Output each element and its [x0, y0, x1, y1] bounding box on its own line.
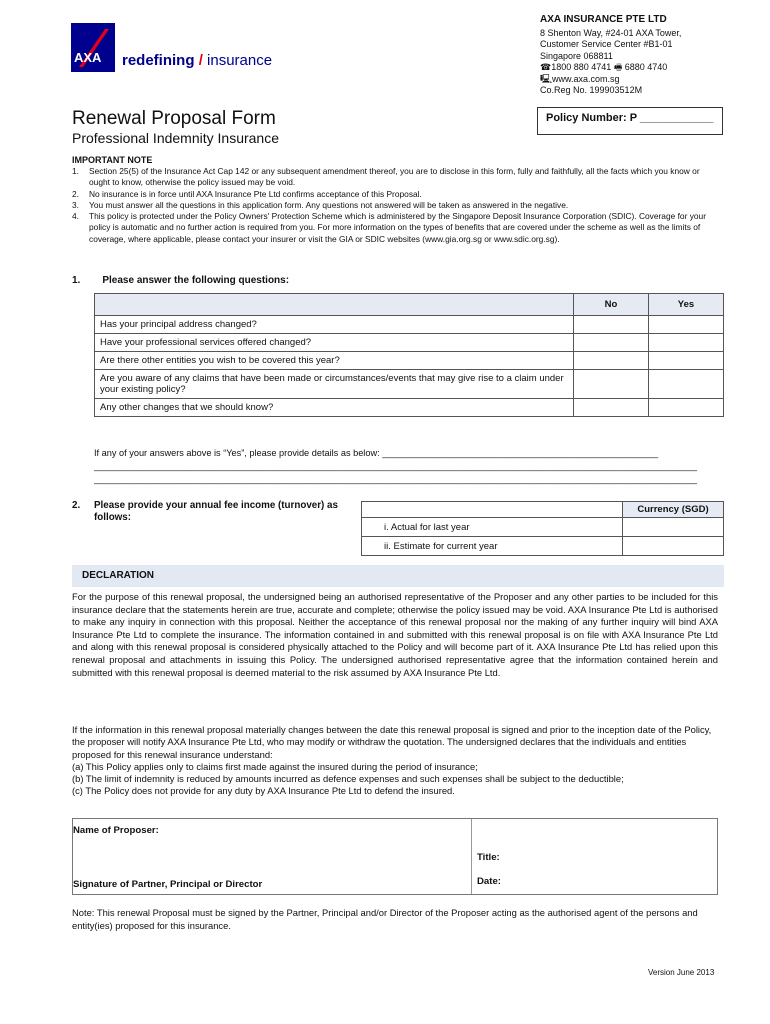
important-note-list — [72, 166, 722, 245]
address-line: Customer Service Center #B1-01 — [540, 39, 673, 49]
form-title: Renewal Proposal Form — [72, 108, 276, 129]
fee-income-table — [361, 501, 724, 556]
table-row — [95, 370, 724, 399]
list-item: 3. You must answer all the questions in this application form. Any questions not answered will be taken as answered in the negative. — [72, 199, 569, 210]
table-row — [95, 399, 724, 417]
declaration-paragraph: If the information in this renewal proposal materially changes between the date this renewal proposal is signed and prior to the inception date of the Policy, the proposer will notify AXA Insurance Pte Ltd, who may modify or withdraw the quotation. The undersigned declares that the individuals and entities proposed for this renewal insurance understand: — [72, 724, 712, 760]
tagline: redefining / insurance — [122, 52, 273, 69]
section-2-heading: 2. Please provide your annual fee income (turnover) as follows: — [72, 500, 338, 523]
answer-no-checkbox[interactable] — [574, 334, 649, 352]
list-item: (a) This Policy applies only to claims first made against the insured during the period of insurance; — [72, 760, 478, 772]
answer-yes-checkbox[interactable] — [649, 399, 724, 417]
company-name: AXA INSURANCE PTE LTD — [540, 14, 667, 25]
list-item: 2. No insurance is in force until AXA Insurance Pte Ltd confirms acceptance of this Proposal. — [72, 188, 422, 199]
declaration-heading-bar — [72, 565, 724, 587]
list-item: 4. This policy is protected under the Policy Owners' Protection Scheme which is administered by the Singapore Deposit Insurance Corporation (SDIC). Coverage for your policy is automatic and no further action is required from you. For more information on the types of benefits that are covered under the scheme as well as the limits of coverage, where applicable, please contact your insurer or visit the GIA or SDIC websites (www.gia.org.sg or www.sdic.org.sg). — [72, 211, 706, 244]
company-reg-number: Co.Reg No. 199903512M — [540, 85, 643, 95]
version-label: Version June 2013 — [648, 968, 715, 977]
col-yes-header: Yes — [649, 294, 724, 316]
answer-yes-checkbox[interactable] — [649, 370, 724, 399]
policy-number-field[interactable]: Policy Number: P ____________ — [537, 107, 723, 135]
address-line: 8 Shenton Way, #24-01 AXA Tower, — [540, 27, 682, 38]
col-no-header: No — [574, 294, 649, 316]
table-header-row — [95, 294, 724, 316]
details-line: ______________________________________________________________________________________________________________________ — [94, 474, 697, 484]
question-text: Are there other entities you wish to be covered this year? — [95, 352, 574, 370]
details-line: ______________________________________________________________________________________________________________________ — [94, 461, 697, 471]
table-header-row — [362, 502, 724, 518]
answer-no-checkbox[interactable] — [574, 352, 649, 370]
answer-yes-checkbox[interactable] — [649, 316, 724, 334]
signing-note: Note: This renewal Proposal must be signed by the Partner, Principal and/or Director of the Proposer acting as the authorised agent of the persons and entity(ies) proposed for this insurance. — [72, 907, 698, 931]
phone-fax-line: ☎1800 880 4741 🖷 6880 4740 — [540, 62, 668, 72]
question-text: Have your professional services offered changed? — [95, 334, 574, 352]
list-item: 1. Section 25(5) of the Insurance Act Cap 142 or any subsequent amendment thereof, you are to disclose in this form, fully and faithfully, all the facts which you know or ought to know, otherwise the policy issued may be void. — [72, 166, 700, 188]
declaration-heading: DECLARATION — [82, 570, 155, 581]
details-field[interactable] — [94, 447, 724, 486]
address-line: Singapore 068811 — [540, 50, 613, 61]
axa-logo-text: AXA — [74, 50, 102, 65]
list-item: (c) The Policy does not provide for any duty by AXA Insurance Pte Ltd to defend the insured. — [72, 785, 455, 797]
proposer-name-label: Name of Proposer: — [73, 825, 159, 836]
answer-yes-checkbox[interactable] — [649, 334, 724, 352]
fee-row-label: i. Actual for last year — [362, 518, 623, 537]
estimate-fee-input[interactable] — [623, 537, 724, 556]
section-1-heading: 1. Please answer the following questions: — [72, 275, 290, 286]
date-label: Date: — [477, 876, 501, 887]
form-subtitle: Professional Indemnity Insurance — [72, 130, 279, 146]
table-row — [95, 334, 724, 352]
table-row — [362, 518, 724, 537]
important-note-heading: IMPORTANT NOTE — [72, 155, 153, 165]
declaration-conditions — [72, 724, 718, 798]
details-prompt: If any of your answers above is “Yes”, please provide details as below: ______________________________________________________ — [94, 448, 659, 458]
signature-box — [72, 818, 718, 895]
answer-yes-checkbox[interactable] — [649, 352, 724, 370]
fee-row-label: ii. Estimate for current year — [362, 537, 623, 556]
answer-no-checkbox[interactable] — [574, 399, 649, 417]
questions-table — [94, 293, 724, 417]
question-text: Has your principal address changed? — [95, 316, 574, 334]
table-row — [95, 352, 724, 370]
answer-no-checkbox[interactable] — [574, 316, 649, 334]
currency-header: Currency (SGD) — [623, 502, 724, 518]
table-row — [95, 316, 724, 334]
signature-label: Signature of Partner, Principal or Director — [73, 879, 263, 890]
website-line: 🖳www.axa.com.sg — [540, 73, 620, 84]
title-label: Title: — [477, 852, 500, 863]
list-item: (b) The limit of indemnity is reduced by amounts incurred as defence expenses and such expenses shall be subject to the deductible; — [72, 773, 624, 785]
actual-fee-input[interactable] — [623, 518, 724, 537]
question-text: Are you aware of any claims that have been made or circumstances/events that may give rise to a claim under your existing policy? — [95, 370, 574, 399]
declaration-paragraph: For the purpose of this renewal proposal, the undersigned being an authorised representative of the Proposer and any other parties to be included for this insurance declare that the statements herein are true, accurate and complete; otherwise the policy issued may be void. AXA Insurance Pte Ltd is authorised to make any inquiry in connection with this proposal. Neither the acceptance of this renewal proposal nor the making of any further inquiry will bind AXA Insurance Pte Ltd to complete the insurance. The information contained in and submitted with this renewal proposal is on file with AXA Insurance Pte Ltd and along with this renewal proposal is considered physically attached to the Policy and will become part of it. AXA Insurance Pte Ltd has relied upon this renewal proposal and attachments in issuing this Policy. The undersigned authorised representative agree that the information contained herein and submitted with this renewal proposal is deemed material to the risk assumed by AXA Insurance Pte Ltd. — [72, 591, 718, 678]
divider — [471, 819, 472, 894]
company-address — [540, 14, 681, 97]
question-text: Any other changes that we should know? — [95, 399, 574, 417]
answer-no-checkbox[interactable] — [574, 370, 649, 399]
table-row — [362, 537, 724, 556]
